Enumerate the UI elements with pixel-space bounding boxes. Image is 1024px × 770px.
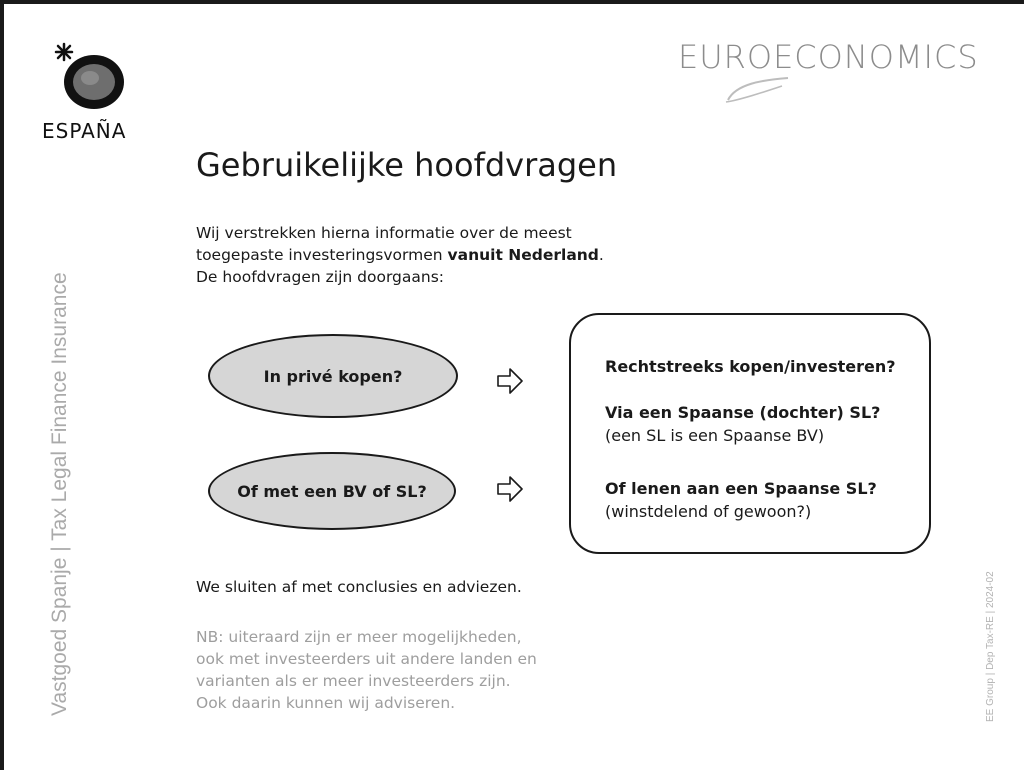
euroeconomics-swoosh-icon [718,70,798,106]
note-text [196,626,596,714]
espana-logo-text: ESPAÑA [42,119,127,143]
option-direct [605,355,896,378]
question-private-purchase: In privé kopen? [208,334,458,418]
footer-caption: EE Group | Dep Tax-RE | 2024-02 [985,571,996,722]
right-arrow-outline-icon [496,366,524,396]
note-line: ook met investeerders uit andere landen en [196,650,537,668]
intro-text [196,222,636,288]
side-caption: Vastgoed Spanje | Tax Legal Finance Insurance [48,272,71,716]
right-arrow-outline-icon [496,474,524,504]
option-spanish-sl-title: Via een Spaanse (dochter) SL? [605,403,881,422]
intro-line-3: De hoofdvragen zijn doorgaans: [196,268,445,286]
intro-line-1: Wij verstrekken hierna informatie over de meest [196,224,572,242]
intro-emphasis: vanuit Nederland [447,246,599,264]
slide-title: Gebruikelijke hoofdvragen [196,146,618,184]
question-company-purchase: Of met een BV of SL? [208,452,456,530]
note-line: NB: uiteraard zijn er meer mogelijkheden, [196,628,522,646]
note-line: Ook daarin kunnen wij adviseren. [196,694,456,712]
intro-line-2-end: . [598,246,604,264]
intro-line-2-text: toegepaste investeringsvormen [196,246,448,264]
espana-logo [40,38,140,144]
espana-sun-logo-icon [40,38,140,144]
option-spanish-sl-note: (een SL is een Spaanse BV) [605,426,825,445]
intro-line-2 [196,244,636,266]
option-loan-title: Of lenen aan een Spaanse SL? [605,479,877,498]
option-loan-note: (winstdelend of gewoon?) [605,502,812,521]
euroeconomics-logo-text: EUROECONOMICS [678,38,979,76]
options-box [569,313,931,554]
option-spanish-sl [605,401,880,447]
option-direct-title: Rechtstreeks kopen/investeren? [605,357,896,376]
note-line: varianten als er meer investeerders zijn. [196,672,511,690]
option-loan [605,477,877,523]
closing-text: We sluiten af met conclusies en adviezen. [196,578,522,596]
euroeconomics-logo [678,36,979,108]
left-border [0,0,4,770]
top-border [0,0,1024,4]
